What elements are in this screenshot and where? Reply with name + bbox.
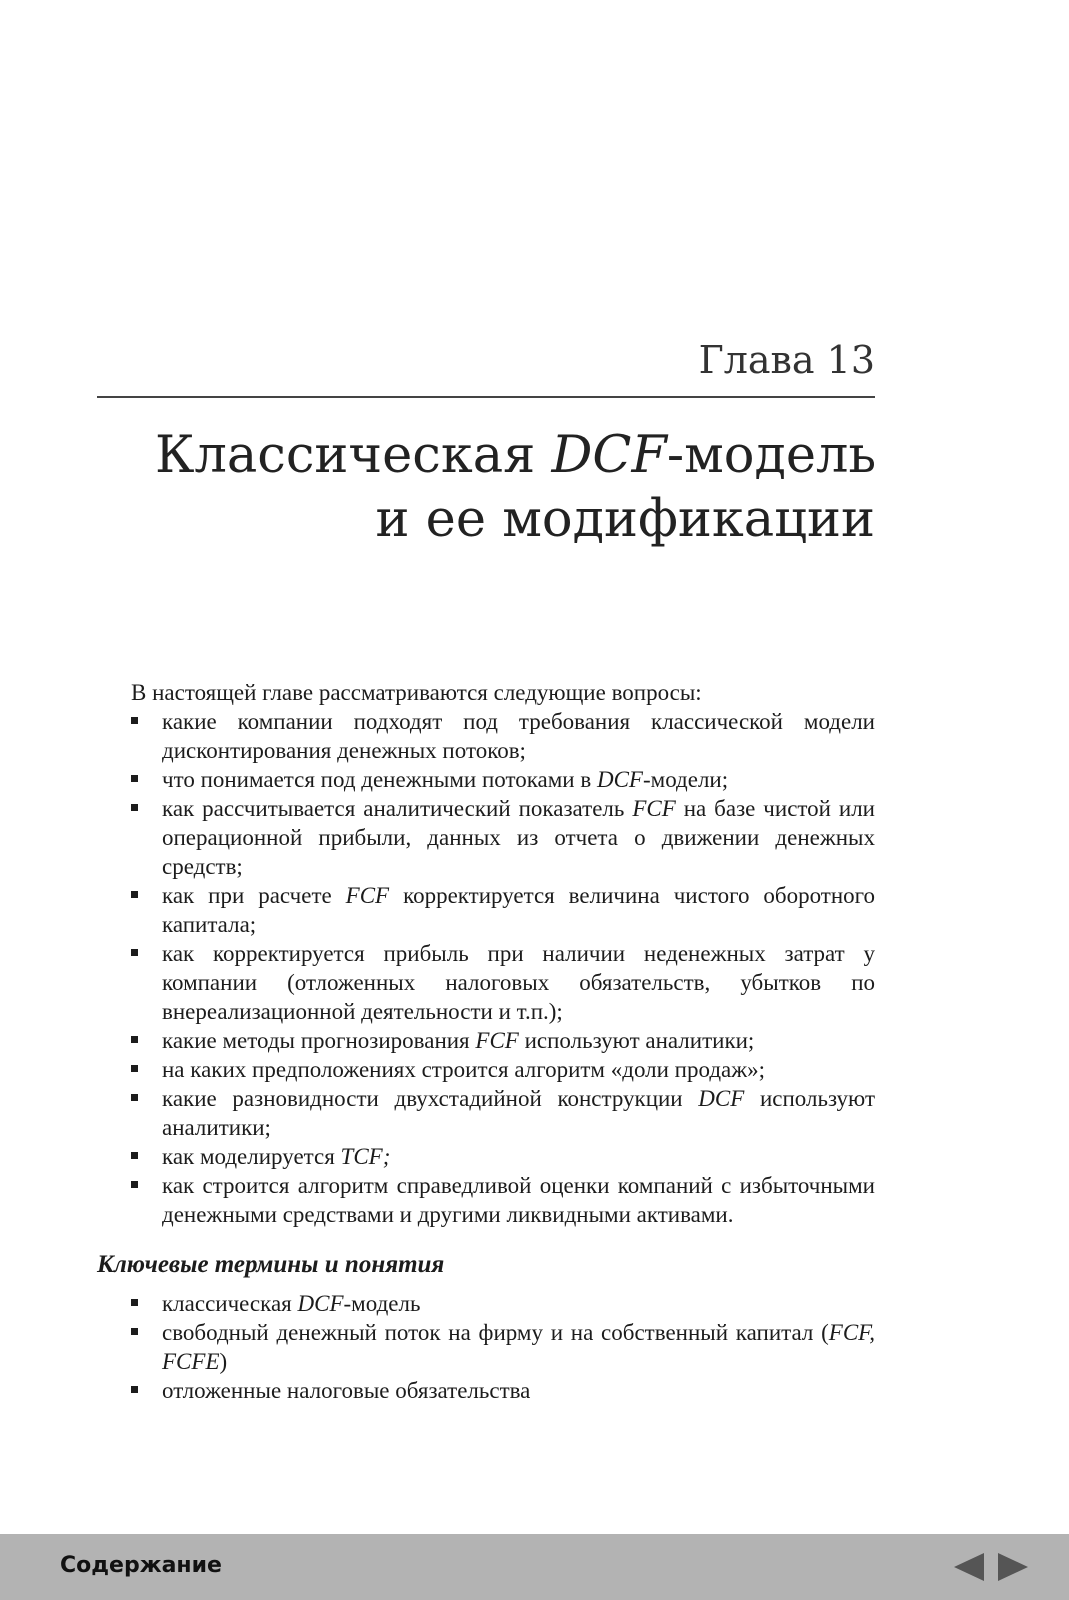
bullet-square-icon [131,1299,138,1306]
list-item-text: на каких предположениях строится алгоритм «доли продаж»; [162,1057,766,1082]
list-item-emphasis: TCF; [340,1144,391,1169]
list-item-text: как моделируется [162,1144,341,1169]
bullet-square-icon [131,1152,138,1159]
chapter-title [155,424,875,552]
bullet-square-icon [131,1094,138,1101]
triangle-left-icon[interactable] [952,1551,986,1583]
triangle-right-icon[interactable] [996,1551,1030,1583]
list-item [131,1084,875,1142]
list-item-text: на базе чистой или операционной прибыли, данных из отчета о движении денежных средств; [162,796,875,879]
title-text: Классическая [155,426,552,485]
list-item [131,765,875,794]
contents-link[interactable]: Содержание [60,1553,222,1578]
list-item-emphasis: DCF [297,1291,344,1316]
chapter-number: Глава 13 [698,338,875,382]
list-item-text: какие компании подходят под требования классической модели дисконтирования денежных потоков; [162,709,875,763]
list-item [131,881,875,939]
list-item-emphasis: DCF [698,1086,745,1111]
list-item-text: свободный денежный поток на фирму и на собственный капитал ( [162,1320,829,1345]
bullet-square-icon [131,1386,138,1393]
list-item-text: какие разновидности двухстадийной конструкции [162,1086,699,1111]
list-item [131,794,875,881]
bullet-square-icon [131,775,138,782]
list-item-text: какие методы прогнозирования [162,1028,476,1053]
list-item-text: корректируется величина чистого оборотного капитала; [162,883,876,937]
bullet-square-icon [131,1328,138,1335]
list-item [131,1055,875,1084]
bullet-square-icon [131,717,138,724]
bullet-square-icon [131,1036,138,1043]
list-item-text: классическая [162,1291,298,1316]
title-emphasis: DCF [551,426,667,485]
list-item-text: как строится алгоритм справедливой оценки компаний с избыточными денежными средствами и другими ликвидными активами. [162,1173,875,1227]
list-item-text: как при расчете [162,883,346,908]
list-item-text: используют аналитики; [518,1028,755,1053]
bullet-square-icon [131,804,138,811]
list-item-text: -модель [343,1291,421,1316]
list-item-emphasis: FCF, FCFE [162,1320,875,1374]
list-item-emphasis: DCF [596,767,643,792]
key-terms-list [131,1289,875,1405]
list-item-emphasis: FCF [632,796,676,821]
list-item [131,939,875,1026]
footer-bar [0,1534,1069,1600]
bullet-square-icon [131,1181,138,1188]
chapter-title-line-2: и ее модификации [375,490,875,549]
title-text: -модель [666,426,877,485]
list-item-text: ) [219,1349,228,1374]
list-item-text: отложенные налоговые обязательства [162,1378,531,1403]
chapter-title-line-1 [155,424,875,488]
list-item [131,1026,875,1055]
list-item-text: -модели; [642,767,729,792]
bullet-square-icon [131,891,138,898]
list-item [131,1142,875,1171]
bullet-square-icon [131,949,138,956]
list-item-text: как рассчитывается аналитический показатель [162,796,633,821]
list-item [131,1289,875,1318]
intro-lead: В настоящей главе рассматриваются следующие вопросы: [131,680,702,705]
chapter-divider [97,396,875,398]
bullet-square-icon [131,1065,138,1072]
intro-section [131,678,875,1229]
questions-list [131,707,875,1229]
list-item-text: используют аналитики; [162,1086,875,1140]
key-terms-section [131,1289,875,1405]
list-item-text: как корректируется прибыль при наличии неденежных затрат у компании (отложенных налоговых обязательств, убытков по внереализационной деятельности и т.п.); [162,941,875,1024]
list-item [131,1376,875,1405]
list-item-emphasis: FCF [475,1028,519,1053]
list-item [131,707,875,765]
key-terms-heading: Ключевые термины и понятия [97,1251,445,1278]
list-item [131,1171,875,1229]
list-item-emphasis: FCF [345,883,390,908]
list-item-text: что понимается под денежными потоками в [162,767,597,792]
list-item [131,1318,875,1376]
